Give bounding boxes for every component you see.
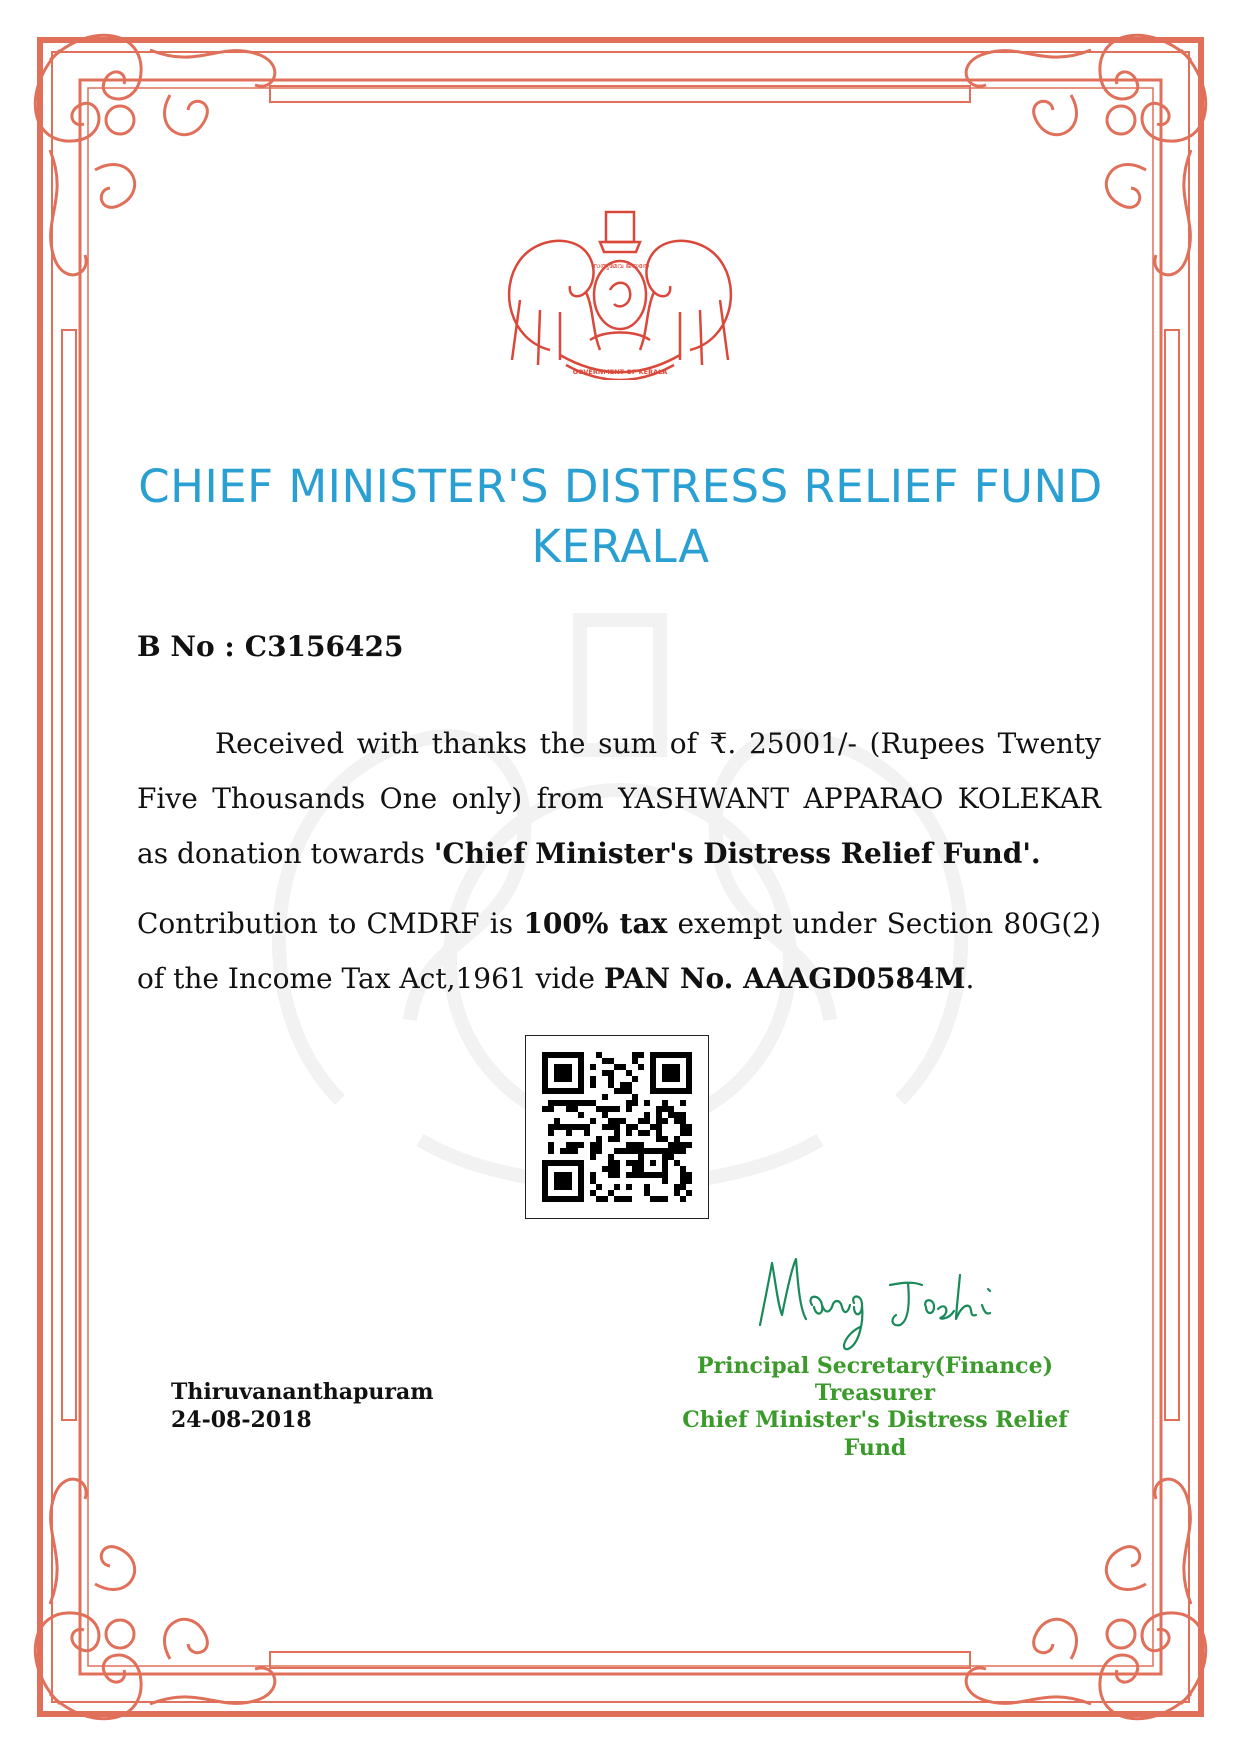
bill-number-value: C3156425 <box>244 630 404 663</box>
bill-number-label: B No : <box>137 630 235 663</box>
qr-code <box>525 1035 709 1219</box>
fund-name: 'Chief Minister's Distress Relief Fund'. <box>433 837 1041 870</box>
signature <box>750 1245 1030 1355</box>
tax-text-1: Contribution to CMDRF is <box>137 907 524 940</box>
title-line-2: KERALA <box>531 520 710 573</box>
tax-exemption-paragraph <box>137 896 1101 1006</box>
emblem-ring-text: GOVERNMENT OF KERALA <box>572 368 668 376</box>
receipt-paragraph <box>137 716 1101 881</box>
qr-code-pattern <box>542 1052 692 1202</box>
place: Thiruvananthapuram <box>171 1379 434 1405</box>
receipt-text: Received with thanks the sum of ₹. 25001/- (Rupees Twenty Five Thousands One only) from YASHWANT APPARAO KOLEKAR as donation towards <box>137 727 1101 870</box>
date: 24-08-2018 <box>171 1407 312 1433</box>
title-line-1: CHIEF MINISTER'S DISTRESS RELIEF FUND <box>138 460 1103 513</box>
signer-role: Treasurer <box>814 1380 936 1406</box>
pan-number: PAN No. AAAGD0584M <box>603 962 966 995</box>
tax-text-2: exempt under Section 80G(2) of the Income Tax Act,1961 vide <box>137 907 1101 995</box>
emblem-motto: സത്യമേവ ജയതേ <box>591 262 649 270</box>
kerala-emblem <box>490 200 750 380</box>
tax-text-3: . <box>965 962 975 995</box>
signer-fund: Chief Minister's Distress Relief Fund <box>682 1407 1068 1461</box>
tax-percent: 100% tax <box>523 907 668 940</box>
bill-number <box>137 630 403 663</box>
signer-designation: Principal Secretary(Finance) <box>697 1353 1053 1379</box>
